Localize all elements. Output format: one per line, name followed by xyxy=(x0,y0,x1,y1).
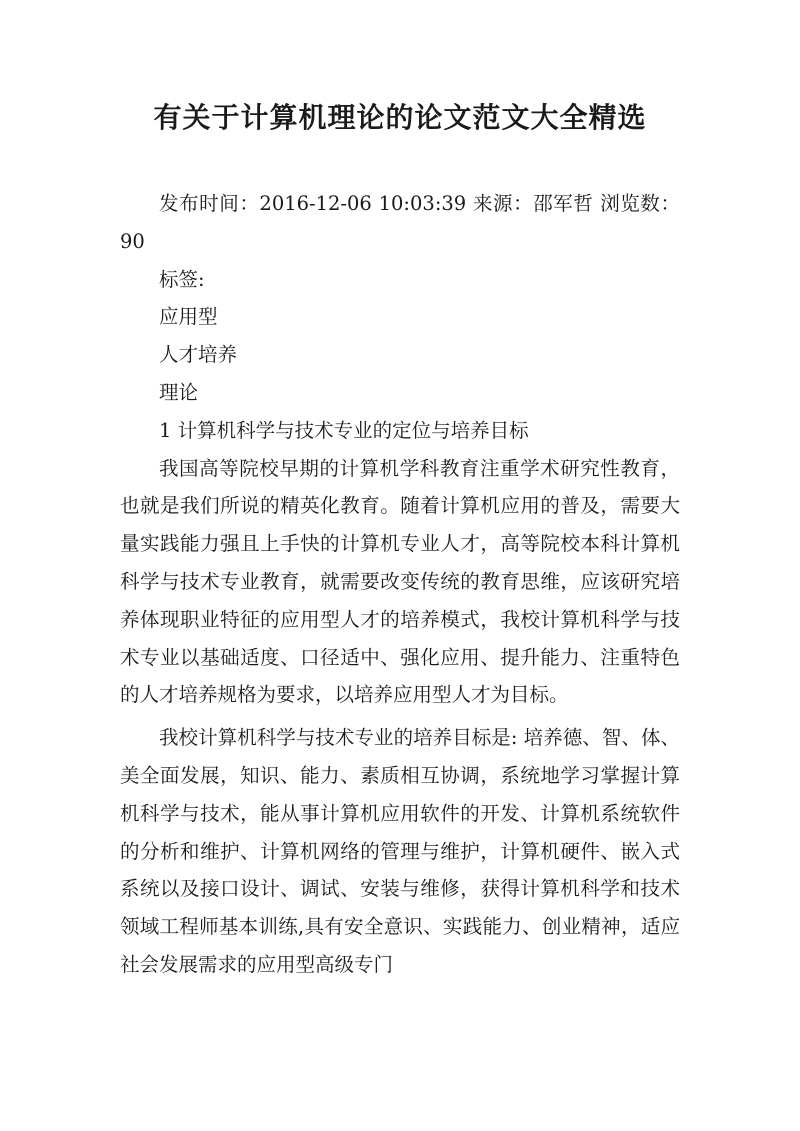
body-paragraph: 我校计算机科学与技术专业的培养目标是: 培养德、智、体、美全面发展，知识、能力、素质相互协调，系统地学习掌握计算机科学与技术，能从事计算机应用软件的开发、计算机系统软件的分析和维护、计算机网络的管理与维护，计算机硬件、嵌入式系统以及接口设计、调试、安装与维修，获得计算机科学和技术领域工程师基本训练,具有安全意识、实践能力、创业精神，适应社会发展需求的应用型高级专门 xyxy=(120,726,680,976)
section-heading: 1 计算机科学与技术专业的定位与培养目标 xyxy=(159,418,529,442)
document-body xyxy=(120,185,680,984)
publish-meta: 发布时间：2016-12-06 10:03:39 来源：邵军哲 浏览数：90 xyxy=(120,192,680,253)
body-paragraph: 我国高等院校早期的计算机学科教育注重学术研究性教育，也就是我们所说的精英化教育。随着计算机应用的普及，需要大量实践能力强且上手快的计算机专业人才，高等院校本科计算机科学与技术专业教育，就需要改变传统的教育思维，应该研究培养体现职业特征的应用型人才的培养模式，我校计算机科学与技术专业以基础适度、口径适中、强化应用、提升能力、注重特色的人才培养规格为要求，以培养应用型人才为目标。 xyxy=(120,456,680,707)
tag-item: 人才培养 xyxy=(159,343,238,367)
tag-item: 理论 xyxy=(159,380,199,404)
document-title: 有关于计算机理论的论文范文大全精选 xyxy=(153,101,647,134)
tags-label: 标签: xyxy=(159,267,205,291)
tag-item: 应用型 xyxy=(159,305,218,329)
